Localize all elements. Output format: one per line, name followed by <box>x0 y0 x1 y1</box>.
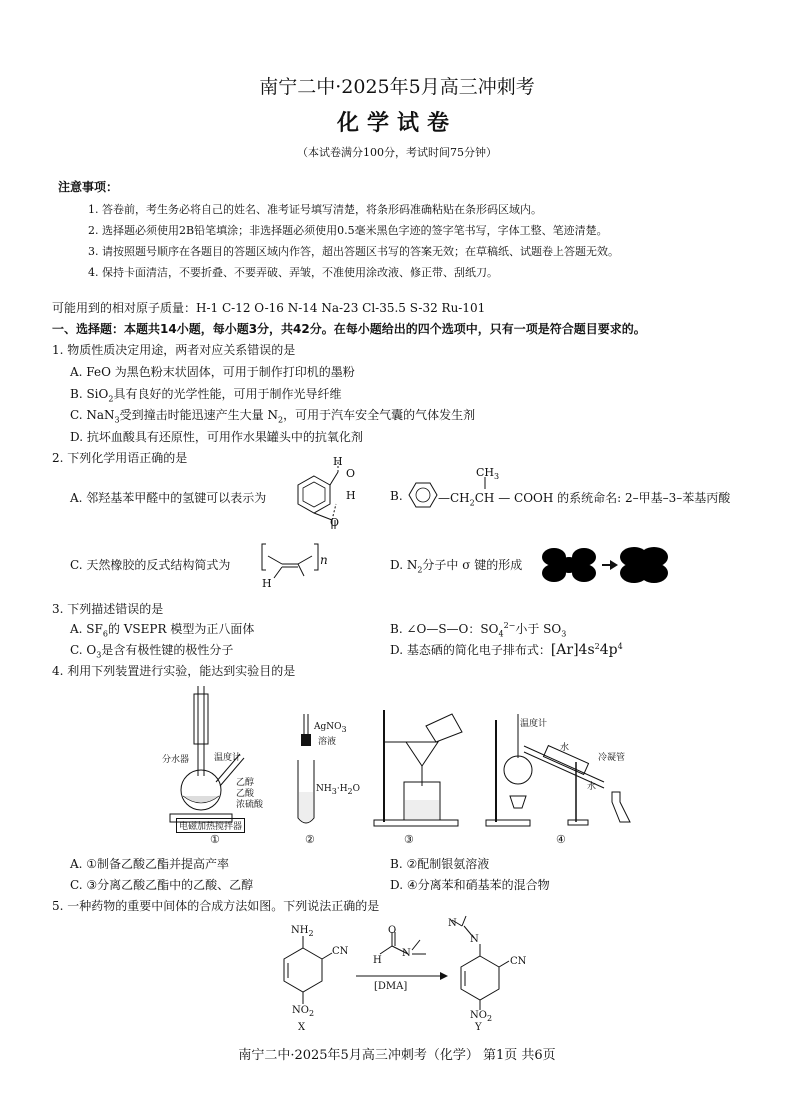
label-agno3: AgNO$_3$ <box>314 722 347 734</box>
label-thermometer-2: 温度计 <box>520 719 548 729</box>
label-solution: 溶液 <box>318 737 337 747</box>
q4-option-c: C. ③分离乙酸乙酯中的乙酸、乙醇 <box>70 878 254 892</box>
label-thermometer: 温度计 <box>214 753 242 763</box>
apparatus-number: ② <box>305 833 315 846</box>
apparatus-number: ④ <box>556 833 566 846</box>
q2-option-b-structure: $—CH_2CH$ — COOH 的系统命名: 2–甲基–3–苯基丙酸 <box>438 491 731 508</box>
q2c-h: H <box>262 577 272 590</box>
q3-option-b: B. ∠O—S—O：$SO_4^{2-}$小于 $SO_3$ <box>390 621 567 639</box>
x-cn-label: CN <box>332 946 349 957</box>
q2-option-a: A. 邻羟基苯甲醛中的氢键可以表示为 <box>70 491 267 505</box>
q3-option-d: D. 基态硒的简化电子排布式：$[Ar]4s^24p^4$ <box>390 642 623 658</box>
notice-item: 3. 请按照题号顺序在各题目的答题区域内作答，超出答题区书写的答案无效；在草稿纸、试题卷上答题无效。 <box>88 245 619 258</box>
q4-option-d: D. ④分离苯和硝基苯的混合物 <box>390 878 550 892</box>
q1-option-b: B. SiO$_2$具有良好的光学性能，可用于制作光导纤维 <box>70 387 342 404</box>
label-water-in: 水 <box>560 743 570 753</box>
q3-option-a: A. $SF_6$的 VSEPR 模型为正八面体 <box>70 622 255 639</box>
q2-option-b-label: B. <box>390 489 403 503</box>
subject-title: 化学试卷 <box>336 110 457 136</box>
section-heading: 一、选择题：本题共14小题，每小题3分，共42分。在每小题给出的四个选项中，只有一项是符合题目要求的。 <box>52 322 646 336</box>
q3-option-c: C. $O_3$是含有极性键的极性分子 <box>70 643 234 660</box>
atomic-masses: 可能用到的相对原子质量：H-1 C-12 O-16 N-14 Na-23 Cl-35.5 S-32 Ru-101 <box>52 301 486 315</box>
y-no2-label: $NO_2$ <box>470 1010 493 1023</box>
q5-stem: 5. 一种药物的重要中间体的合成方法如图。下列说法正确的是 <box>52 899 380 913</box>
q2-option-c: C. 天然橡胶的反式结构简式为 <box>70 558 231 572</box>
y-n1-label: N <box>448 918 457 929</box>
label-stirrer: 电磁加热搅拌器 <box>176 818 245 833</box>
q3-stem: 3. 下列描述错误的是 <box>52 602 164 616</box>
apparatus-number: ③ <box>404 833 414 846</box>
benzene-ring-icon <box>408 482 438 508</box>
y-cn-label: CN <box>510 956 527 967</box>
q2-stem: 2. 下列化学用语正确的是 <box>52 451 188 465</box>
sigma-bond-orbital-diagram <box>540 546 670 586</box>
label-nh3-h2o: $NH_3\cdot H_2O$ <box>316 784 361 796</box>
y-n2-label: N <box>470 934 479 945</box>
notice-item: 2. 选择题必须使用2B铅笔填涂；非选择题必须使用0.5毫米黑色字迹的签字笔书写，字体工整、笔迹清楚。 <box>88 224 608 237</box>
reagent-o: O <box>388 925 397 936</box>
q2a-o2-label: O <box>330 516 340 529</box>
q2a-h-label: H <box>333 455 343 468</box>
label-water-out: 水 <box>587 782 597 792</box>
q2a-o-label: O <box>346 467 356 480</box>
reagent-n: N <box>402 948 411 959</box>
q4-stem: 4. 利用下列装置进行实验，能达到实验目的是 <box>52 664 296 678</box>
compound-x-label: X <box>298 1022 306 1033</box>
bond-line <box>483 477 487 491</box>
apparatus-number: ① <box>210 833 220 846</box>
q4-option-a: A. ①制备乙酸乙酯并提高产率 <box>70 857 230 871</box>
q1-option-c: C. NaN$_3$受到撞击时能迅速产生大量 $N_2$，可用于汽车安全气囊的气体发生剂 <box>70 408 476 425</box>
q1-option-a: A. FeO 为黑色粉末状固体，可用于制作打印机的墨粉 <box>70 365 355 379</box>
apparatus-3-filtration <box>370 706 470 832</box>
exam-title: 南宁二中·2025年5月高三冲刺考 <box>259 76 535 98</box>
notice-heading: 注意事项： <box>58 180 119 194</box>
compound-y-label: Y <box>475 1022 482 1033</box>
label-sulfuric-acid: 浓硫酸 <box>236 800 264 810</box>
label-condenser: 冷凝管 <box>598 753 626 763</box>
reaction-solvent: [DMA] <box>374 981 408 992</box>
label-ethanol: 乙醇 <box>236 778 255 788</box>
x-no2-label: $NO_2$ <box>292 1005 315 1018</box>
q4-option-b: B. ②配制银氨溶液 <box>390 857 490 871</box>
label-water-separator: 分水器 <box>162 755 190 765</box>
notice-item: 4. 保持卡面清洁，不要折叠、不要弄破、弄皱，不准使用涂改液、修正带、刮纸刀。 <box>88 266 498 279</box>
x-nh2-label: $NH_2$ <box>291 925 314 938</box>
apparatus-4-distillation <box>484 712 644 834</box>
reagent-h: H <box>373 955 382 966</box>
q2a-h2-label: H <box>346 489 356 502</box>
q2b-methyl: $CH_3$ <box>476 466 500 482</box>
q2-option-d: D. $N_2$分子中 σ 键的形成 <box>390 558 523 575</box>
page-footer: 南宁二中·2025年5月高三冲刺考（化学） 第1页 共6页 <box>238 1048 556 1063</box>
q2c-n: n <box>320 553 328 567</box>
q1-option-d: D. 抗坏血酸具有还原性，可用作水果罐头中的抗氧化剂 <box>70 430 363 444</box>
q1-stem: 1. 物质性质决定用途，两者对应关系错误的是 <box>52 343 296 357</box>
label-acetic-acid: 乙酸 <box>236 789 255 799</box>
notice-item: 1. 答卷前，考生务必将自己的姓名、准考证号填写清楚，将条形码准确粘贴在条形码区域内。 <box>88 203 542 216</box>
exam-subtitle: （本试卷满分100分，考试时间75分钟） <box>297 146 497 159</box>
